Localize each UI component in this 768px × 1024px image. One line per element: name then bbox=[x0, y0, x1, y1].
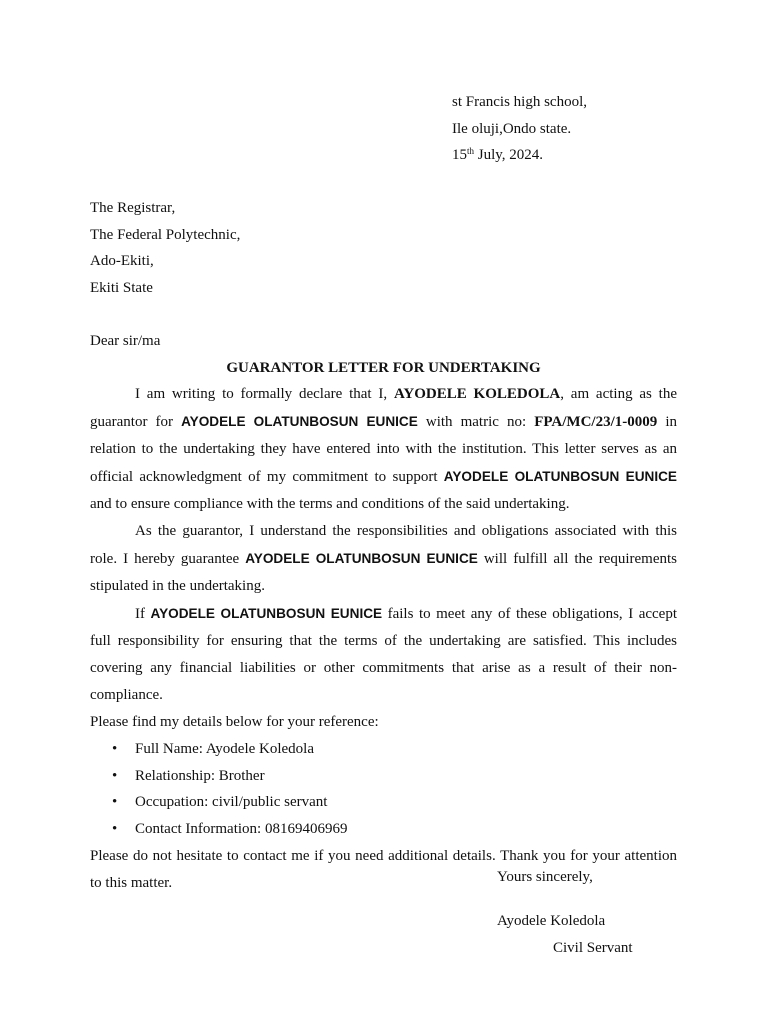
matric-number: FPA/MC/23/1-0009 bbox=[534, 414, 658, 430]
sender-school: st Francis high school, bbox=[452, 94, 587, 110]
detail-occupation: Occupation: civil/public servant bbox=[135, 794, 328, 811]
list-item bbox=[90, 789, 677, 816]
date-day: 15 bbox=[452, 147, 467, 163]
student-name: AYODELE OLATUNBOSUN EUNICE bbox=[150, 606, 383, 621]
student-name: AYODELE OLATUNBOSUN EUNICE bbox=[443, 469, 678, 484]
bullet-icon: • bbox=[112, 741, 118, 757]
text-run: If bbox=[135, 606, 151, 622]
list-item bbox=[90, 763, 677, 790]
paragraph-liability bbox=[90, 600, 677, 709]
recipient-address bbox=[90, 195, 590, 302]
detail-full-name: Full Name: Ayodele Koledola bbox=[135, 741, 315, 757]
sender-address bbox=[452, 89, 752, 169]
recipient-line: The Federal Polytechnic, bbox=[90, 226, 241, 243]
signature-title: Civil Servant bbox=[553, 940, 633, 956]
sender-location: Ile oluji,Ondo state. bbox=[452, 120, 572, 137]
recipient-line: Ekiti State bbox=[90, 280, 153, 297]
details-list bbox=[90, 736, 677, 843]
recipient-line: Ado-Ekiti, bbox=[90, 253, 154, 270]
bullet-icon: • bbox=[112, 821, 118, 838]
text-run: will fulfill all the requirements stipulated in the undertaking. bbox=[90, 551, 678, 594]
text-run: fails to meet any of these obligations, I accept full responsibility for ensuring that the terms of the undertaking are satisfied. This includes covering any financial liabilities or other commitments that arise as a result of their non-compliance. bbox=[90, 606, 677, 703]
student-name: AYODELE OLATUNBOSUN EUNICE bbox=[245, 551, 478, 566]
bullet-icon: • bbox=[112, 794, 118, 811]
closing-paragraph: Please do not hesitate to contact me if you need additional details. Thank you for your attention to this matter. bbox=[90, 847, 677, 891]
text-run: I am writing to formally declare that I, bbox=[135, 386, 394, 402]
text-run: in relation to the undertaking they have entered into with the institution. This letter serves as an official acknowledgment of my commitment to support bbox=[90, 414, 677, 485]
text-run: As the guarantor, I understand the responsibilities and obligations associated with this role. I hereby guarantee bbox=[90, 523, 677, 567]
salutation: Dear sir/ma bbox=[90, 333, 161, 349]
list-item bbox=[90, 736, 677, 763]
detail-relationship: Relationship: Brother bbox=[135, 767, 265, 784]
detail-contact: Contact Information: 08169406969 bbox=[135, 821, 348, 838]
guarantor-name: AYODELE KOLEDOLA bbox=[393, 386, 561, 402]
student-name: AYODELE OLATUNBOSUN EUNICE bbox=[181, 414, 418, 429]
text-run: , am acting as the guarantor for bbox=[90, 386, 677, 430]
paragraph-declaration bbox=[90, 381, 677, 518]
letter-body bbox=[90, 381, 677, 897]
letter-subject: GUARANTOR LETTER FOR UNDERTAKING bbox=[226, 360, 541, 376]
letter-date bbox=[452, 142, 752, 169]
list-item bbox=[90, 816, 677, 843]
details-intro: Please find my details below for your reference: bbox=[90, 714, 379, 730]
text-run: and to ensure compliance with the terms and conditions of the said undertaking. bbox=[90, 496, 570, 512]
date-suffix: th bbox=[467, 146, 475, 156]
date-rest: July, 2024. bbox=[474, 147, 544, 163]
closing-phrase: Yours sincerely, bbox=[497, 869, 593, 885]
signature-name: Ayodele Koledola bbox=[497, 913, 606, 929]
paragraph-responsibilities bbox=[90, 518, 677, 600]
bullet-icon: • bbox=[112, 767, 118, 784]
recipient-line: The Registrar, bbox=[90, 200, 176, 216]
text-run: with matric no: bbox=[417, 414, 535, 430]
